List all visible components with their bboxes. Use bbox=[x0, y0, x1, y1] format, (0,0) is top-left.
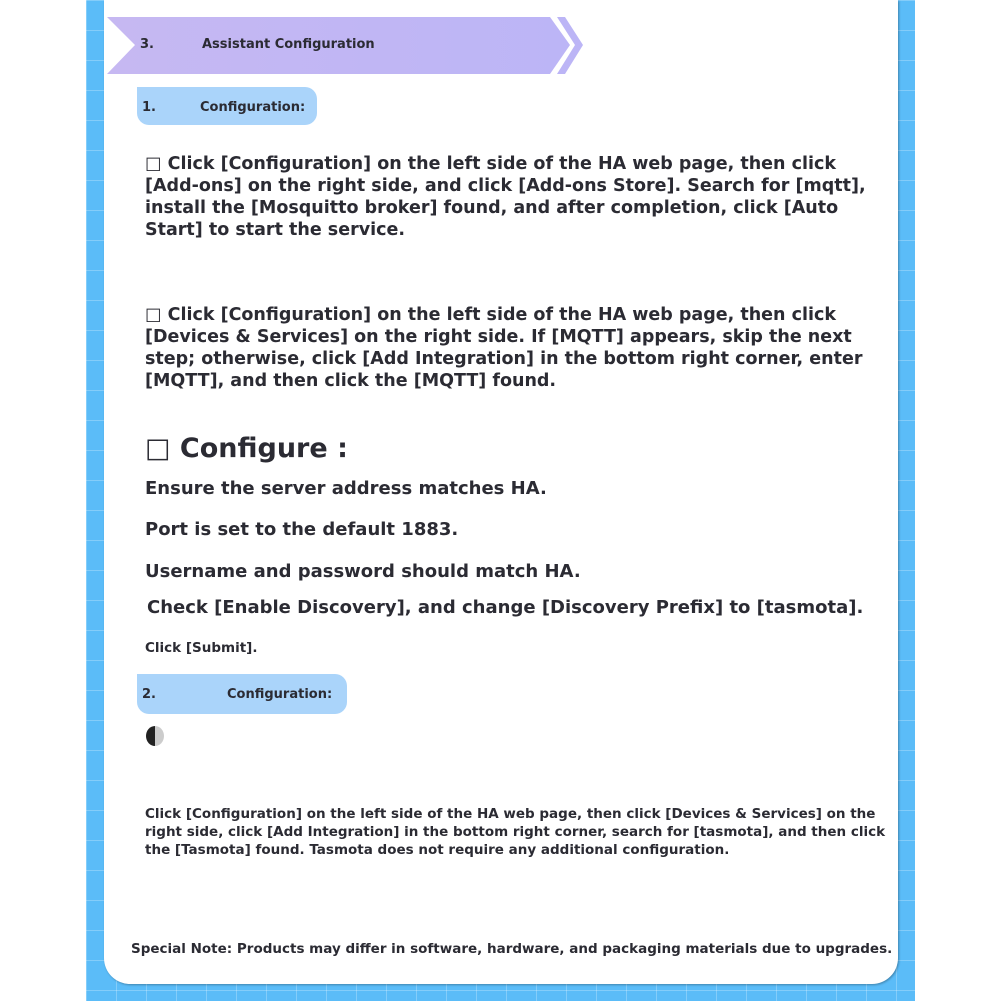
paragraph-install-mosquitto: □ Click [Configuration] on the left side of the HA web page, then click [Add-ons] on the right side, and click [Add-ons Store]. Search for [mqtt], install the [Mosquitto broker] found, and after completion, click [Auto Start] to start the service. bbox=[145, 154, 866, 240]
submit-instruction: Click [Submit]. bbox=[145, 640, 258, 656]
section-number: 3. bbox=[140, 37, 154, 52]
step2-number: 2. bbox=[142, 687, 156, 702]
step2-tag bbox=[137, 674, 347, 714]
configure-heading: □ Configure : bbox=[145, 433, 348, 464]
section-title: Assistant Configuration bbox=[202, 37, 375, 52]
configure-line: Check [Enable Discovery], and change [Discovery Prefix] to [tasmota]. bbox=[147, 597, 864, 618]
step1-label: Configuration: bbox=[200, 100, 306, 115]
configure-line: Port is set to the default 1883. bbox=[145, 519, 459, 540]
configure-line: Username and password should match HA. bbox=[145, 561, 581, 582]
step2-label: Configuration: bbox=[227, 687, 333, 702]
step1-number: 1. bbox=[142, 100, 156, 115]
special-note: Special Note: Products may differ in software, hardware, and packaging materials due to upgrades. bbox=[131, 941, 893, 957]
half-circle-icon bbox=[146, 726, 164, 746]
paragraph-add-tasmota: Click [Configuration] on the left side of the HA web page, then click [Devices & Services] on the right side, click [Add Integration] in the bottom right corner, search for [tasmota], and then click the [Tasmota] found. Tasmota does not require any additional configuration. bbox=[145, 806, 886, 858]
step1-tag bbox=[137, 87, 317, 125]
configure-line: Ensure the server address matches HA. bbox=[145, 478, 547, 499]
paragraph-add-mqtt: □ Click [Configuration] on the left side of the HA web page, then click [Devices & Services] on the right side. If [MQTT] appears, skip the next step; otherwise, click [Add Integration] in the bottom right corner, enter [MQTT], and then click the [MQTT] found. bbox=[145, 305, 863, 391]
section-banner bbox=[107, 17, 583, 74]
